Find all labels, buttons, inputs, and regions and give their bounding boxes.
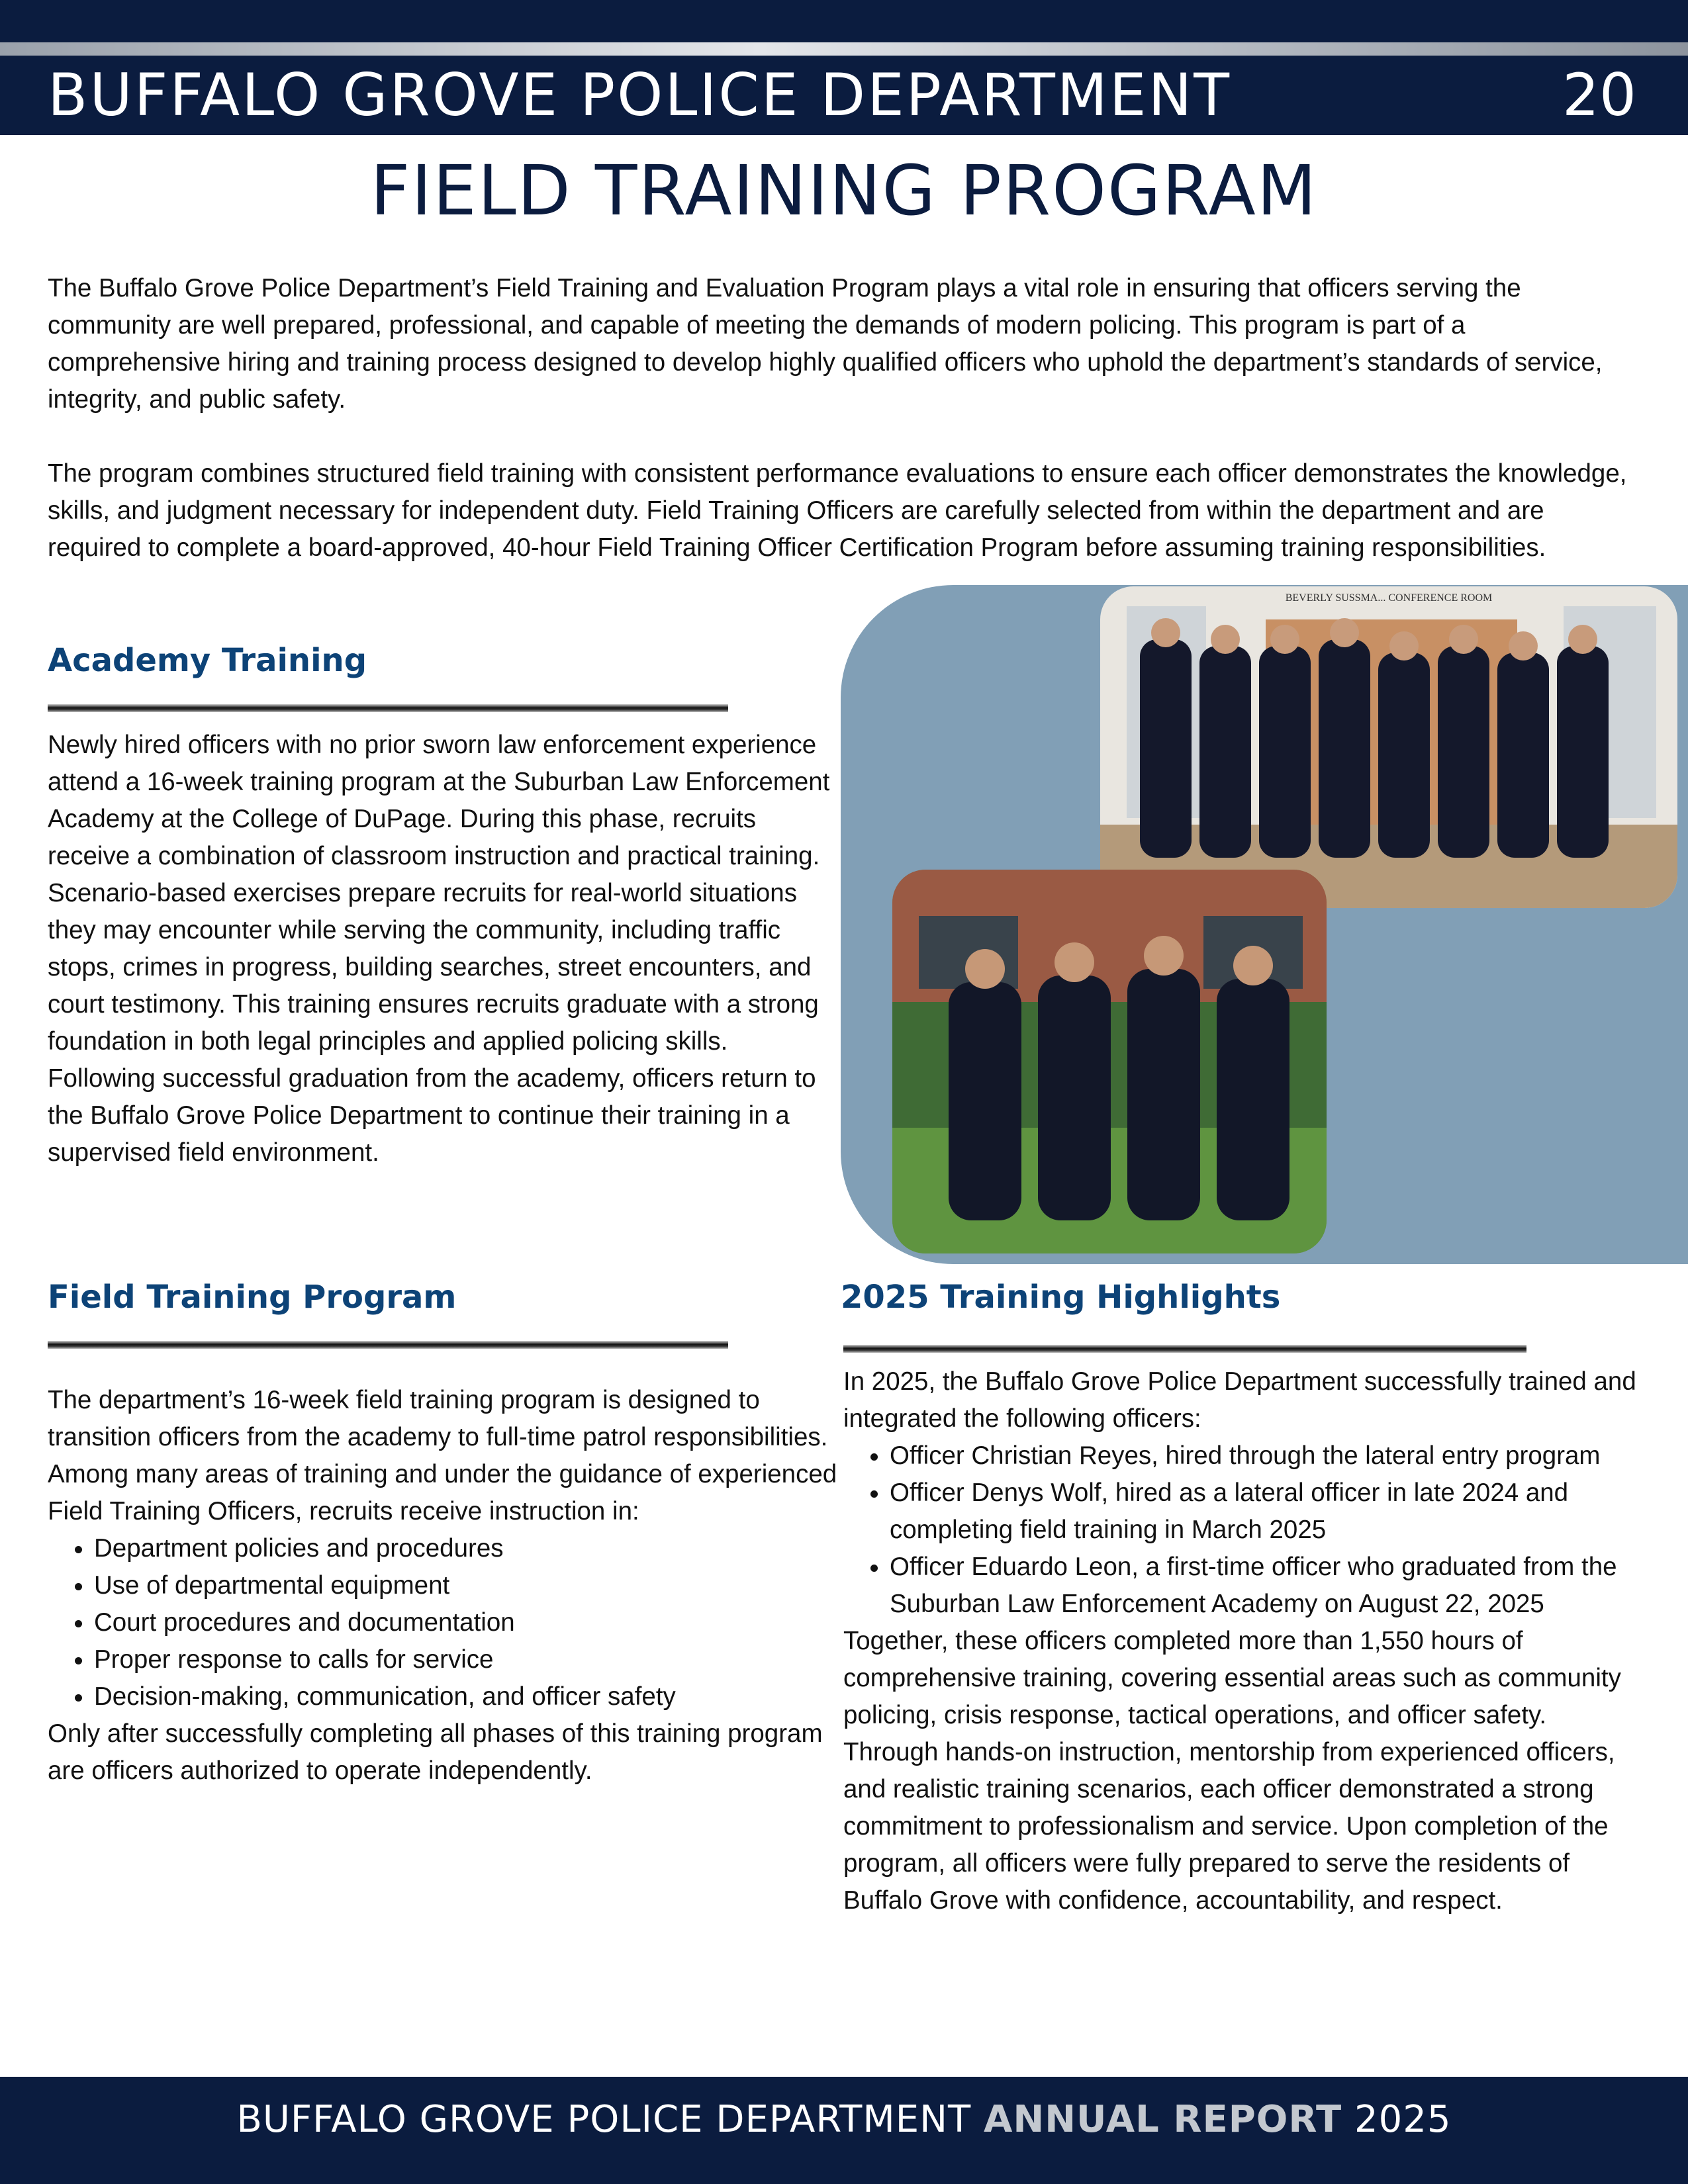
- field-training-list: [48, 1530, 842, 1715]
- list-item: • Decision-making, communication, and officer safety: [94, 1678, 842, 1715]
- header-org-name: BUFFALO GROVE POLICE DEPARTMENT: [48, 61, 1232, 129]
- group-photo-conference-room: [1100, 586, 1677, 908]
- footer-text: [0, 2097, 1688, 2143]
- field-training-rule: [48, 1341, 728, 1349]
- highlights-intro: In 2025, the Buffalo Grove Police Department successfully trained and integrated the following officers:: [843, 1367, 1636, 1433]
- highlights-section: [843, 1363, 1648, 1919]
- highlights-paragraph-2: Through hands-on instruction, mentorship from experienced officers, and realistic training scenarios, each officer demonstrated a strong commitment to professionalism and service. Upon completion of the program, all officers were fully prepared to serve the residents of Buffalo Grove with confidence, accountability, and respect.: [843, 1738, 1615, 1915]
- header-stripe: [0, 42, 1688, 56]
- field-training-section: [48, 1382, 842, 1790]
- intro-paragraph-2: The program combines structured field training with consistent performance evaluations to ensure each officer demonstrates the knowledge, skills, and judgment necessary for independent duty. Field Training Officers are carefully selected from within the department and are required to complete a board-approved, 40-hour Field Training Officer Certification Program before assuming training responsibilities.: [48, 459, 1627, 562]
- conference-room-sign: BEVERLY SUSSMA... CONFERENCE ROOM: [1285, 592, 1493, 604]
- list-item: • Proper response to calls for service: [94, 1641, 842, 1678]
- field-training-closing: Only after successfully completing all phases of this training program are officers authorized to operate independently.: [48, 1719, 823, 1785]
- field-training-intro: The department’s 16-week field training program is designed to transition officers from the academy to full-time patrol responsibilities. Among many areas of training and under the guidance of experienced Field Training Officers, recruits receive instruction in:: [48, 1386, 837, 1525]
- footer-annual-report: ANNUAL REPORT: [983, 2098, 1342, 2141]
- list-item: • Officer Christian Reyes, hired through the lateral entry program: [890, 1437, 1648, 1475]
- page-number: 20: [1562, 61, 1636, 129]
- list-item: • Department policies and procedures: [94, 1530, 842, 1567]
- highlights-heading: 2025 Training Highlights: [841, 1279, 1281, 1316]
- highlights-officer-list: [843, 1437, 1648, 1623]
- highlights-rule: [843, 1345, 1526, 1353]
- list-item: • Court procedures and documentation: [94, 1604, 842, 1641]
- academy-rule: [48, 704, 728, 712]
- list-item: • Officer Eduardo Leon, a first-time officer who graduated from the Suburban Law Enforcement Academy on August 22, 2025: [890, 1549, 1648, 1623]
- highlights-paragraph-1: Together, these officers completed more than 1,550 hours of comprehensive training, covering essential areas such as community policing, crisis response, tactical operations, and officer safety.: [843, 1627, 1621, 1729]
- footer-prefix: BUFFALO GROVE POLICE DEPARTMENT: [236, 2098, 984, 2141]
- academy-body: Newly hired officers with no prior sworn law enforcement experience attend a 16-week training program at the Suburban Law Enforcement Academy at the College of DuPage. During this phase, recruits receive a combination of classroom instruction and practical training. Scenario-based exercises prepare recruits for real-world situations they may encounter while serving the community, including traffic stops, crimes in progress, building searches, street encounters, and court testimony. This training ensures recruits graduate with a strong foundation in both legal principles and applied policing skills. Following successful graduation from the academy, officers return to the Buffalo Grove Police Department to continue their training in a supervised field environment.: [48, 731, 830, 1167]
- footer-year: 2025: [1342, 2098, 1452, 2141]
- field-training-heading: Field Training Program: [48, 1279, 457, 1316]
- academy-heading: Academy Training: [48, 642, 367, 679]
- group-photo-outdoor: [892, 870, 1327, 1253]
- list-item: • Use of departmental equipment: [94, 1567, 842, 1604]
- intro-paragraph-1: The Buffalo Grove Police Department’s Field Training and Evaluation Program plays a vital role in ensuring that officers serving the community are well prepared, professional, and capable of meeting the demands of modern policing. This program is part of a comprehensive hiring and training process designed to develop highly qualified officers who uphold the department’s standards of service, integrity, and public safety.: [48, 274, 1603, 414]
- list-item: • Officer Denys Wolf, hired as a lateral officer in late 2024 and completing field training in March 2025: [890, 1475, 1648, 1549]
- page-title: FIELD TRAINING PROGRAM: [370, 150, 1318, 231]
